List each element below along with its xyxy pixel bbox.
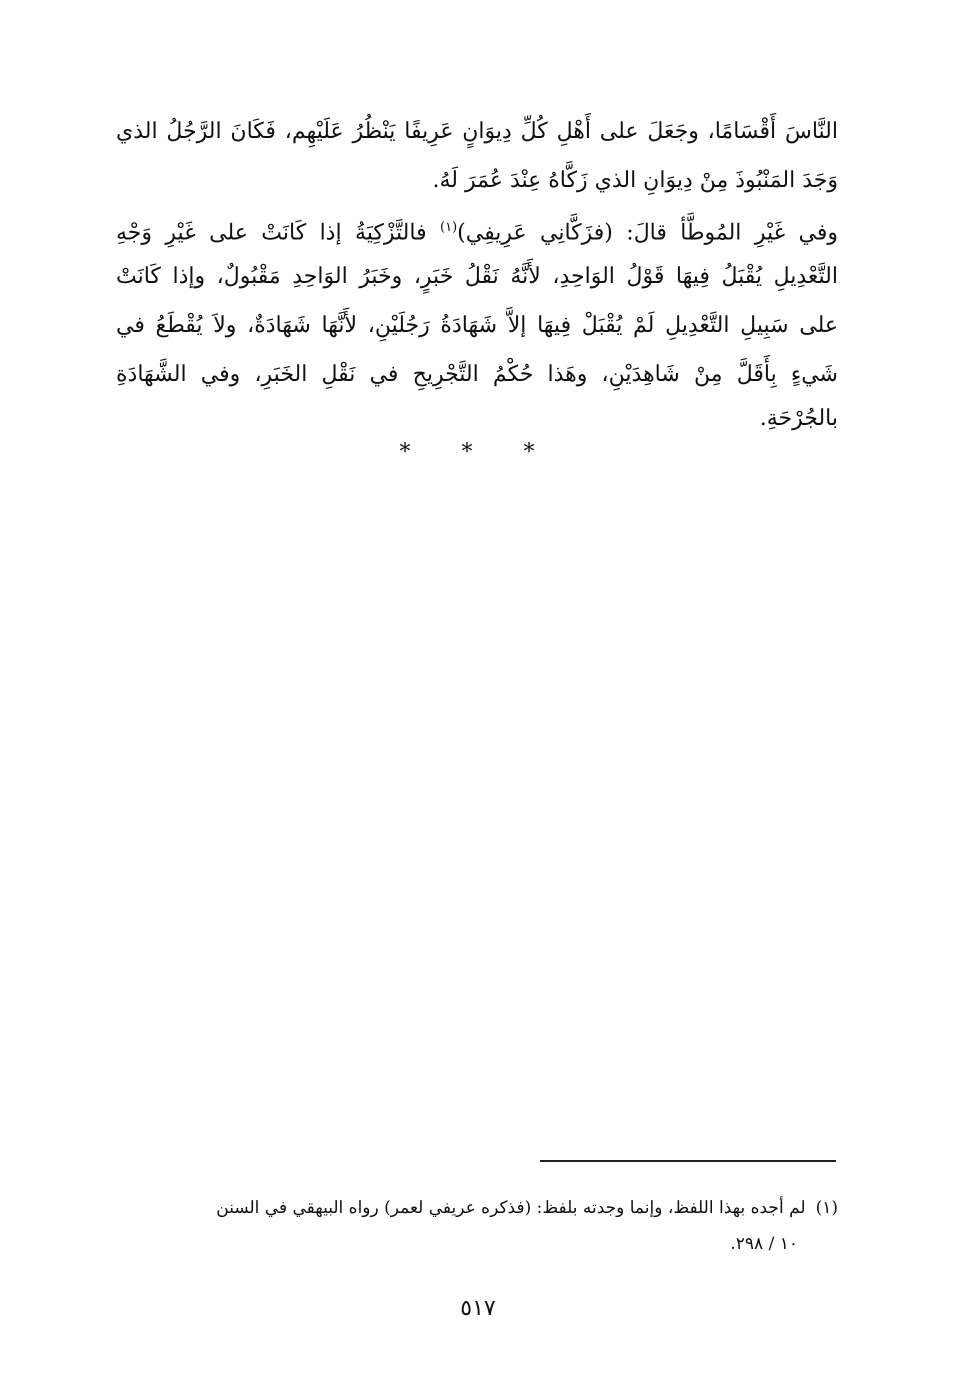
body-line-2: وَجَدَ المَنْبُوذَ مِنْ دِيوَانِ الذي زَكَّاهُ عِنْدَ عُمَرَ لَهُ. [432,168,838,193]
body-line-3-start: وفي غَيْرِ المُوطَّأ قالَ: (فزَكَّانِي عَرِيفِي) [457,220,838,246]
footnote-text: لم أجده بهذا اللفظ، وإنما وجدته بلفظ: (فذكره عريفي لعمر) رواه البيهقي في السنن [216,1198,806,1218]
section-separator: * * * [399,440,557,465]
footnote-reference: (١) [440,220,458,235]
footnote-line-2: ١٠ / ٢٩٨. [730,1234,798,1254]
body-line-1: النَّاسَ أَقْسَامًا، وجَعَلَ على أَهْلِ كُلِّ دِيوَانٍ عَرِيفًا يَنْظُرُ عَلَيْهِم، فَكَانَ الرَّجُلُ الذي [116,119,838,144]
footnote-line-1 [116,1196,838,1220]
body-line-7: بالجُرْحَةِ. [759,406,838,431]
footnote-number: (١) [815,1198,838,1218]
body-line-3 [116,213,838,248]
body-line-4: التَّعْدِيلِ يُقْبَلُ فِيهَا قَوْلُ الوَاحِدِ، لأَنَّهُ نَقْلُ خَبَرٍ، وخَبَرُ الوَاحِدِ مَقْبُولٌ، وإذا كَانَتْ [116,264,838,289]
footnote-divider [540,1160,836,1162]
body-line-5: على سَبِيلِ التَّعْدِيلِ لَمْ يُقْبَلْ فِيهَا إلاَّ شَهَادَةُ رَجُلَيْنِ، لأَنَّهَا شَهَادَةٌ، ولاَ يُقْطَعُ في [116,313,838,338]
page-number: ٥١٧ [460,1296,496,1321]
body-line-6: شَيءٍ بِأَقَلَّ مِنْ شَاهِدَيْنِ، وهَذا حُكْمُ التَّجْرِيحِ في نَقْلِ الخَبَرِ، وفي الشَّهَادَةِ [116,362,838,387]
body-line-3-end: فالتَّزْكِيَةُ إذا كَانَتْ على غَيْرِ وَجْهِ [116,220,427,246]
